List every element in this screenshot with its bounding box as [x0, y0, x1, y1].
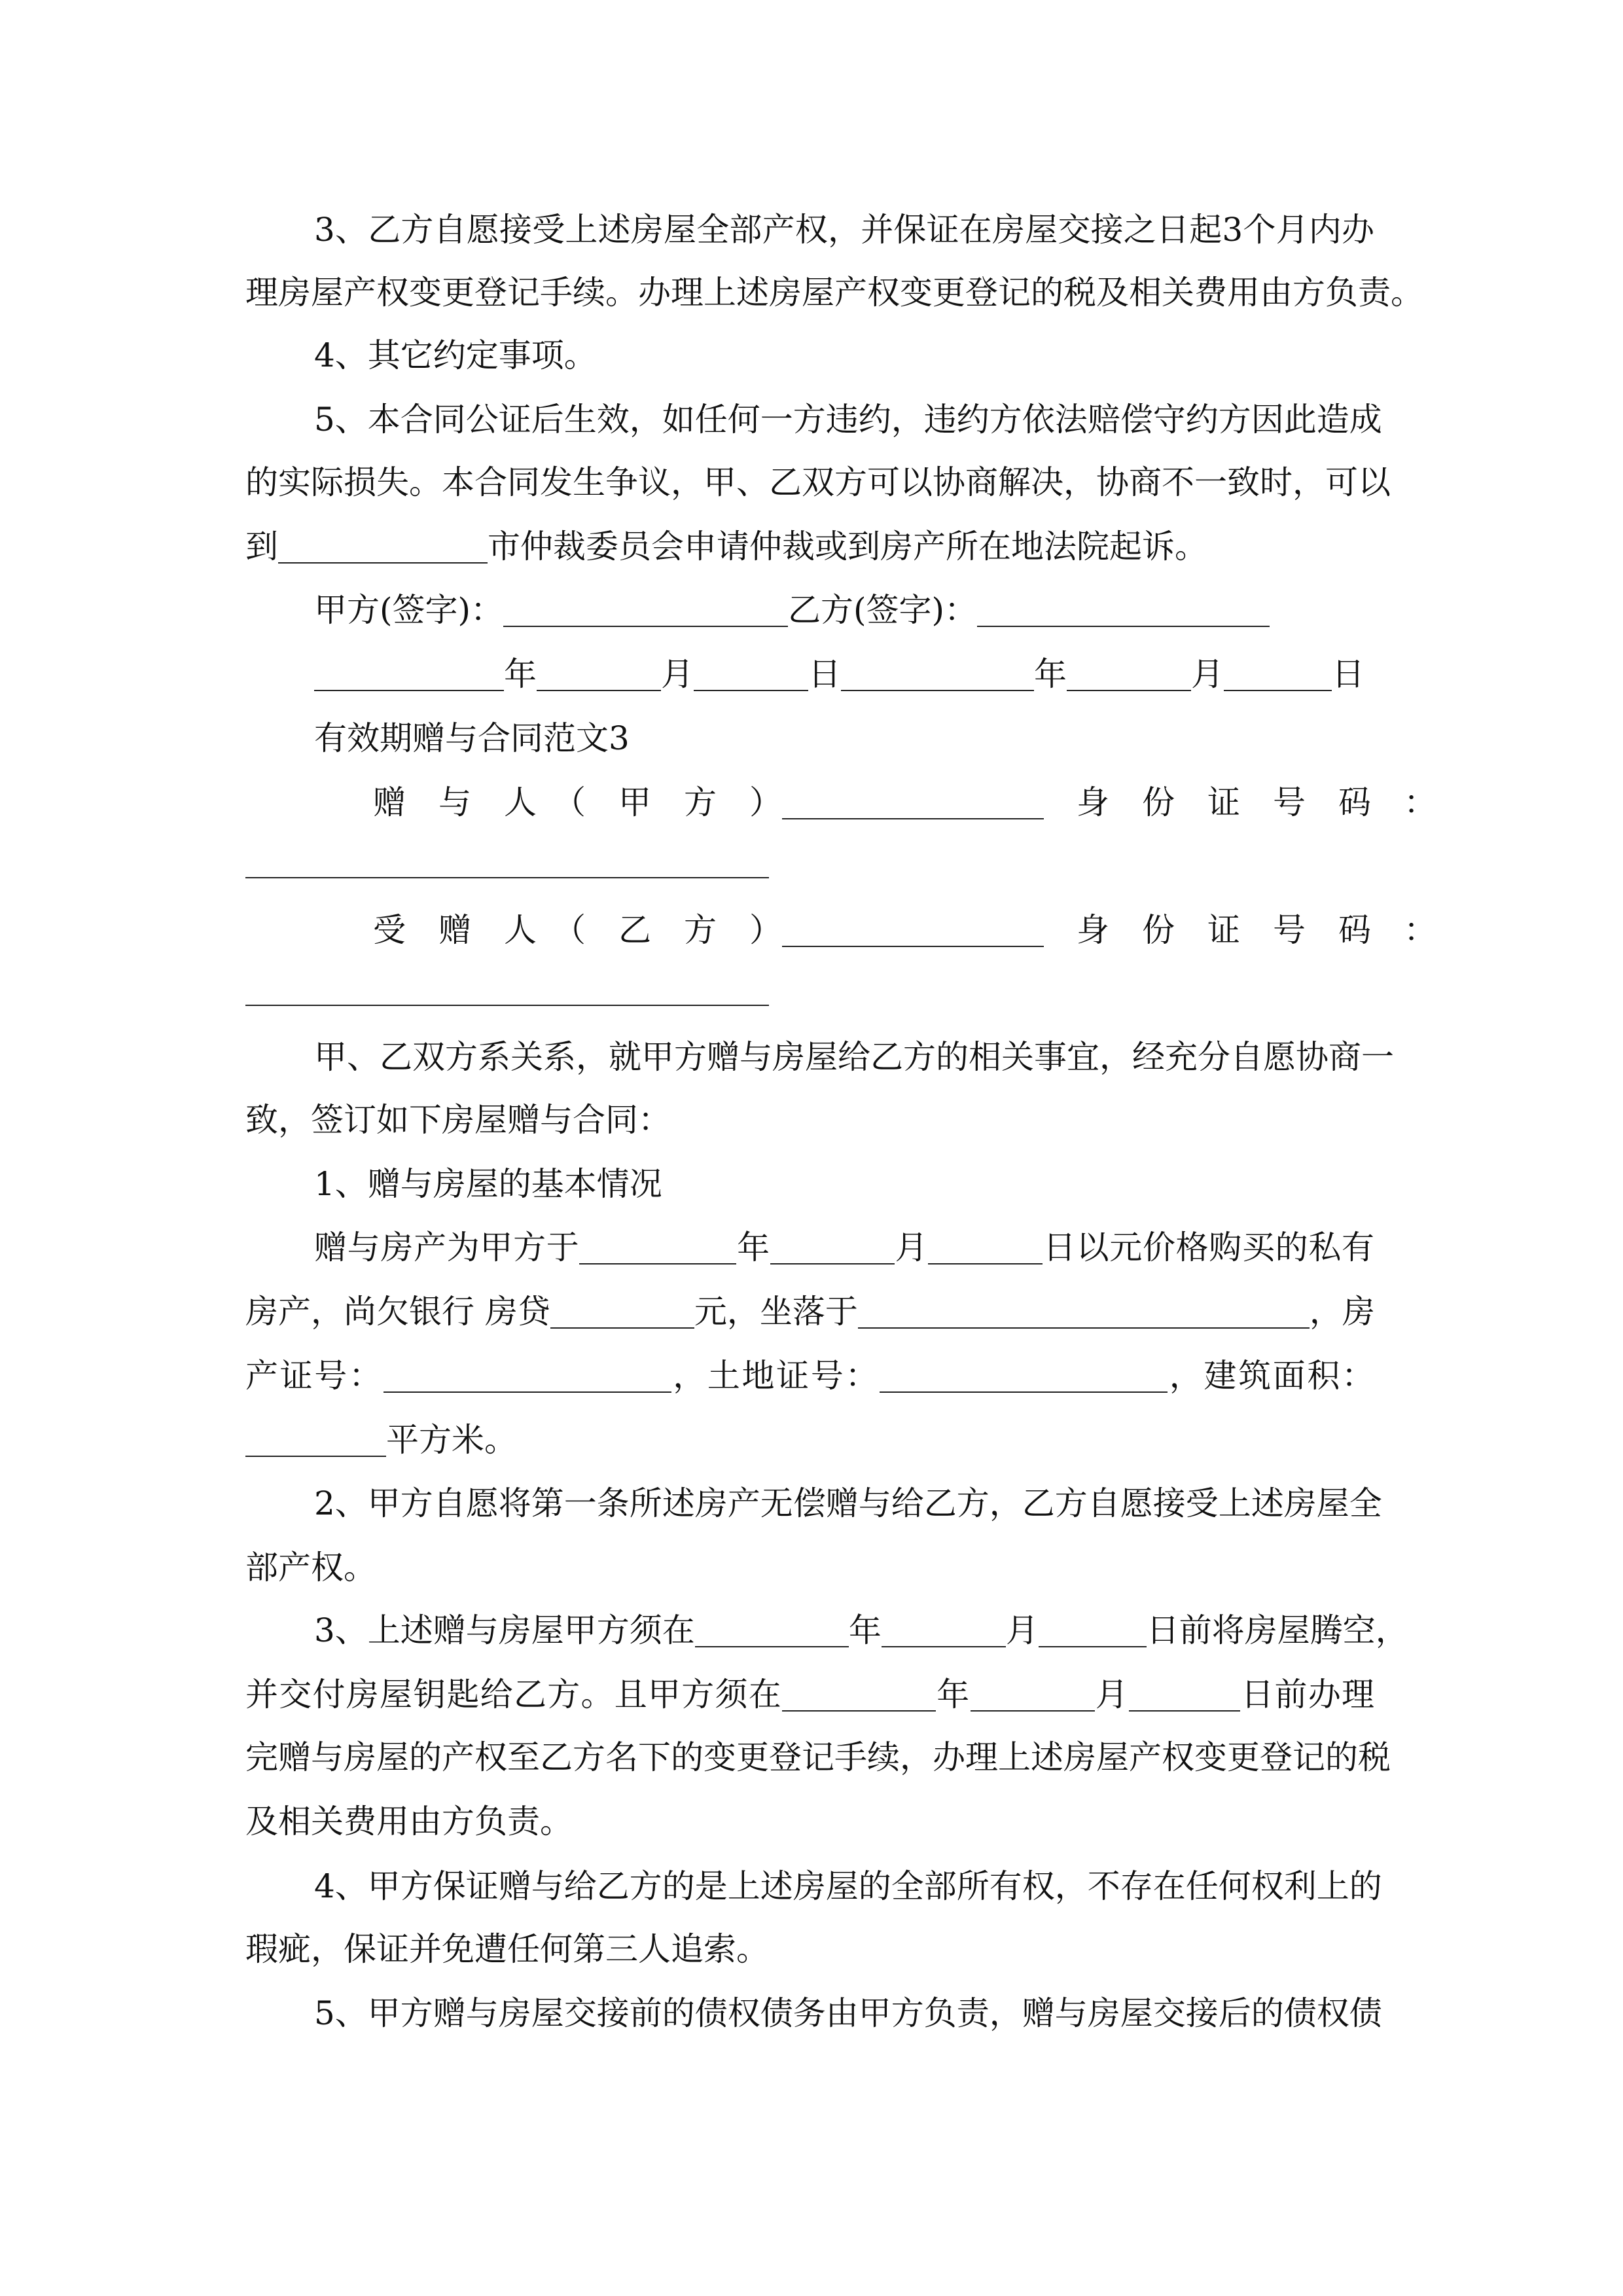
line-text: 4、甲方保证赠与给乙方的是上述房屋的全部所有权，不存在任何权利上的	[314, 1867, 1382, 1905]
fill-in-blank[interactable]	[1129, 1674, 1240, 1712]
text-line	[245, 1099, 1374, 1141]
line-text: 月	[1094, 1676, 1129, 1713]
fill-in-blank[interactable]	[503, 589, 788, 627]
line-text: 日	[808, 655, 841, 693]
fill-in-blank[interactable]	[782, 909, 1044, 947]
fill-in-blank[interactable]	[782, 1674, 936, 1712]
fill-in-blank[interactable]	[882, 1609, 1006, 1647]
text-line	[314, 334, 1374, 376]
line-text: 月	[894, 1229, 929, 1266]
line-text: 并交付房屋钥匙给乙方。且甲方须在	[245, 1676, 782, 1713]
text-line	[314, 209, 1374, 251]
line-text: 甲方(签字)：	[314, 591, 504, 629]
text-line	[245, 1419, 1374, 1461]
text-line	[245, 1674, 1374, 1715]
text-line	[314, 589, 1374, 631]
line-text: 受 赠 人 （ 乙 方 ）	[373, 911, 782, 949]
text-line	[245, 1291, 1374, 1333]
text-line	[245, 1928, 1374, 1970]
line-text: 月	[1005, 1611, 1039, 1649]
line-text: 瑕疵，保证并免遭任何第三人追索。	[245, 1930, 769, 1968]
line-text: 甲、乙双方系关系，就甲方赠与房屋给乙方的相关事宜，经充分自愿协商一	[314, 1038, 1394, 1076]
text-line	[314, 1036, 1394, 1078]
text-line	[245, 1801, 1374, 1842]
line-text: 日前将房屋腾空，	[1146, 1611, 1408, 1649]
text-line	[245, 461, 1391, 503]
line-text: ，房	[1309, 1293, 1375, 1331]
line-text: 致，签订如下房屋赠与合同：	[245, 1101, 671, 1139]
fill-in-blank[interactable]	[314, 653, 504, 691]
text-line	[314, 653, 1374, 695]
text-line	[314, 1163, 1374, 1205]
line-text: 完赠与房屋的产权至乙方名下的变更登记手续，办理上述房屋产权变更登记的税	[245, 1738, 1391, 1776]
line-text: 4、其它约定事项。	[314, 336, 597, 374]
fill-in-blank[interactable]	[1039, 1609, 1147, 1647]
fill-in-blank[interactable]	[782, 781, 1044, 819]
line-text: 赠 与 人 （ 甲 方 ）	[373, 783, 782, 821]
line-text: 年	[1034, 655, 1067, 693]
text-line	[314, 717, 1374, 759]
line-text: 1、赠与房屋的基本情况	[314, 1165, 662, 1203]
line-text: 平方米。	[386, 1421, 517, 1459]
fill-in-blank[interactable]	[1224, 653, 1332, 691]
line-text: 部产权。	[245, 1549, 376, 1587]
line-text: 月	[661, 655, 694, 693]
line-text: 产证号：	[245, 1357, 383, 1395]
line-text: 市仲裁委员会申请仲裁或到房产所在地法院起诉。	[488, 528, 1207, 565]
fill-in-blank[interactable]	[383, 1355, 671, 1393]
line-text: 日前办理	[1240, 1676, 1374, 1713]
fill-in-blank[interactable]	[695, 1609, 849, 1647]
line-text: 2、甲方自愿将第一条所述房产无偿赠与给乙方，乙方自愿接受上述房屋全	[314, 1484, 1382, 1522]
line-text: 身 份 证 号 码 ：	[1044, 911, 1436, 949]
fill-in-blank[interactable]	[880, 1355, 1168, 1393]
fill-in-blank[interactable]	[694, 653, 808, 691]
line-text: 及相关费用由方负责。	[245, 1803, 573, 1840]
id-number-blank[interactable]	[245, 1005, 769, 1006]
text-line	[373, 909, 1436, 951]
text-line	[314, 1609, 1408, 1651]
line-text: 3、乙方自愿接受上述房屋全部产权，并保证在房屋交接之日起3个月内办	[314, 211, 1374, 249]
line-text: 的实际损失。本合同发生争议，甲、乙双方可以协商解决，协商不一致时，可以	[245, 463, 1391, 501]
fill-in-blank[interactable]	[245, 1419, 386, 1457]
line-text: 年	[504, 655, 537, 693]
text-line	[314, 1865, 1382, 1907]
line-text: 日以元价格购买的私有	[1043, 1229, 1375, 1266]
id-number-blank[interactable]	[245, 877, 769, 878]
fill-in-blank[interactable]	[841, 653, 1034, 691]
text-line	[314, 1482, 1382, 1524]
line-text: 有效期赠与合同范文3	[314, 719, 630, 757]
line-text: 到	[245, 528, 278, 565]
line-text: 身 份 证 号 码 ：	[1044, 783, 1436, 821]
text-line	[314, 1227, 1374, 1268]
fill-in-blank[interactable]	[977, 589, 1270, 627]
line-text: 5、本合同公证后生效，如任何一方违约，违约方依法赔偿守约方因此造成	[314, 401, 1382, 439]
fill-in-blank[interactable]	[971, 1674, 1095, 1712]
line-text: 房产，尚欠银行 房贷	[245, 1293, 550, 1331]
fill-in-blank[interactable]	[858, 1291, 1310, 1329]
line-text: 月	[1191, 655, 1224, 693]
text-line	[373, 781, 1436, 823]
fill-in-blank[interactable]	[1067, 653, 1191, 691]
line-text: 理房屋产权变更登记手续。办理上述房屋产权变更登记的税及相关费用由方负责。	[245, 274, 1423, 312]
line-text: 赠与房产为甲方于	[314, 1229, 580, 1266]
text-line	[314, 399, 1382, 440]
text-line	[245, 1736, 1391, 1778]
line-text: 5、甲方赠与房屋交接前的债权债务由甲方负责，赠与房屋交接后的债权债	[314, 1994, 1382, 2032]
line-text: 日	[1332, 655, 1364, 693]
line-text: 年	[736, 1229, 770, 1266]
line-text: 3、上述赠与房屋甲方须在	[314, 1611, 695, 1649]
fill-in-blank[interactable]	[550, 1291, 694, 1329]
fill-in-blank[interactable]	[770, 1227, 895, 1265]
text-line	[245, 272, 1423, 314]
text-line	[314, 1992, 1382, 2034]
fill-in-blank[interactable]	[278, 526, 488, 564]
fill-in-blank[interactable]	[537, 653, 661, 691]
fill-in-blank[interactable]	[579, 1227, 736, 1265]
line-text: 元，坐落于	[694, 1293, 858, 1331]
line-text: 年	[936, 1676, 971, 1713]
text-line	[245, 1547, 1374, 1588]
line-text: ，土地证号：	[671, 1357, 880, 1395]
line-text: 年	[848, 1611, 882, 1649]
fill-in-blank[interactable]	[928, 1227, 1043, 1265]
line-text: ，建筑面积：	[1168, 1357, 1375, 1395]
text-line	[245, 526, 1374, 567]
line-text: 乙方(签字)：	[788, 591, 978, 629]
text-line	[245, 1355, 1374, 1397]
